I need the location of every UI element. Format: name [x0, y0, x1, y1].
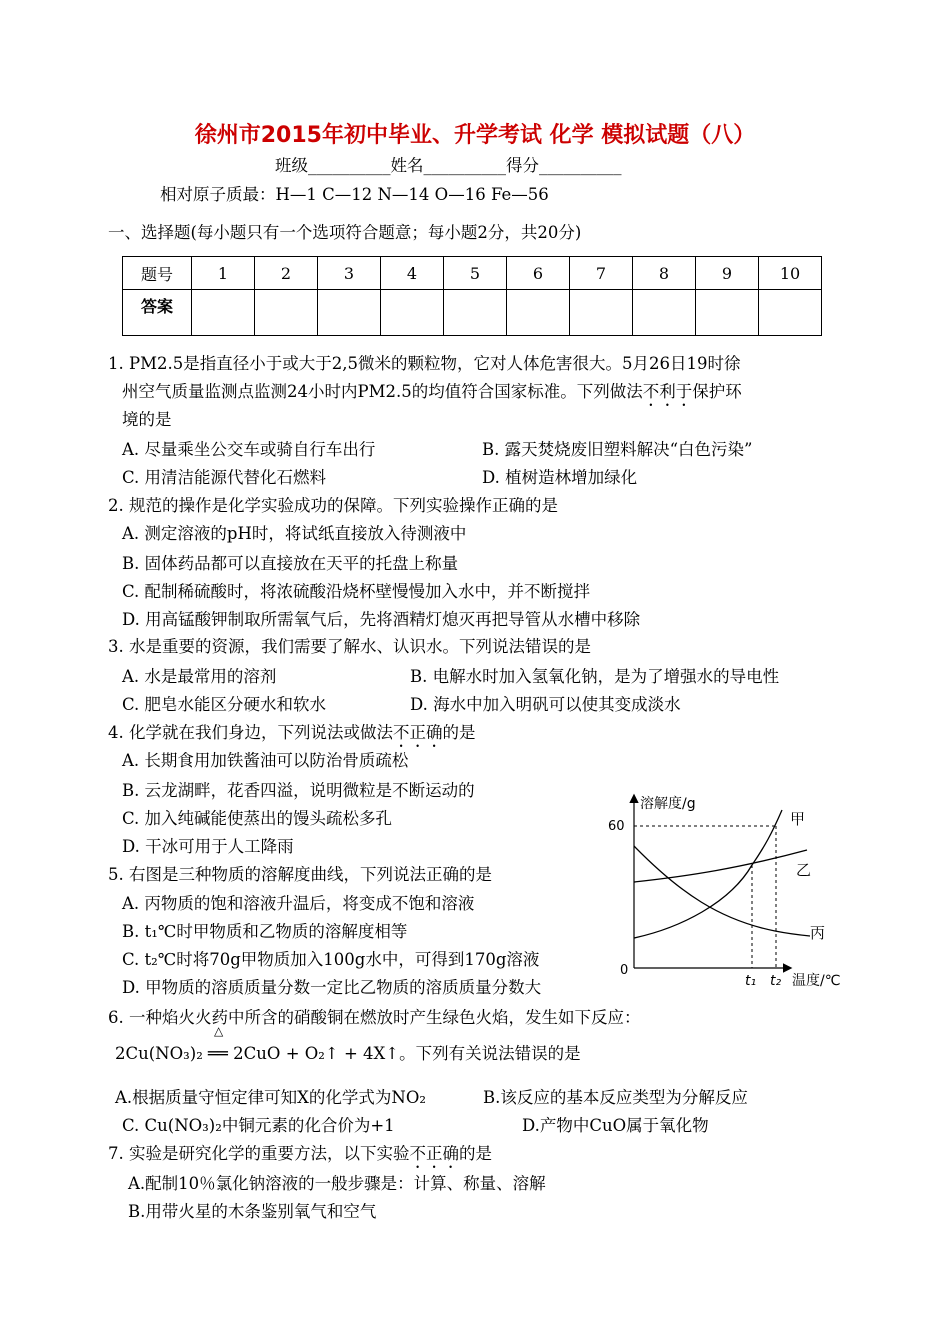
question-number-cell: 3 [318, 257, 381, 290]
q4-option-a: A. 长期食用加铁酱油可以防治骨质疏松 [122, 751, 409, 770]
q3-option-b: B. 电解水时加入氢氧化钠，是为了增强水的导电性 [410, 667, 780, 686]
curve-yi [634, 850, 807, 882]
q7-stem: 7. 实验是研究化学的重要方法，以下实验不正确的是 [108, 1144, 492, 1163]
answer-cell[interactable] [570, 290, 633, 336]
q1-option-c: C. 用清洁能源代替化石燃料 [122, 468, 327, 487]
answer-cell[interactable] [192, 290, 255, 336]
q6-equation: 2Cu(NO₃)₂ ══ 2CuO + O₂↑ + 4X↑。下列有关说法错误的是 [115, 1044, 581, 1063]
q3-option-d: D. 海水中加入明矾可以使其变成淡水 [410, 695, 681, 714]
question-number-cell: 5 [444, 257, 507, 290]
question-number-cell: 10 [759, 257, 822, 290]
emphasis-text: 不利于 [642, 382, 693, 401]
table-header-cell: 题号 [123, 257, 192, 290]
page-title: 徐州市2015年初中毕业、升学考试 化学 模拟试题（八） [194, 123, 756, 148]
answer-cell[interactable] [507, 290, 570, 336]
q2-option-a: A. 测定溶液的pH时，将试纸直接放入待测液中 [122, 524, 467, 543]
x-axis-label: 温度/℃ [792, 973, 841, 989]
question-number-cell: 4 [381, 257, 444, 290]
q4-option-c: C. 加入纯碱能使蒸出的馒头疏松多孔 [122, 809, 393, 828]
q5-stem: 5. 右图是三种物质的溶解度曲线，下列说法正确的是 [108, 865, 492, 884]
emphasis-text: 不正确 [409, 1144, 459, 1163]
origin-label: 0 [620, 963, 629, 978]
heat-symbol: △ [214, 1024, 224, 1038]
answer-table [122, 256, 822, 336]
q6-stem: 6. 一种焰火火药中所含的硝酸铜在燃放时产生绿色火焰，发生如下反应： [108, 1008, 641, 1027]
x-tick-t1: t₁ [745, 973, 757, 989]
q3-option-c: C. 肥皂水能区分硬水和软水 [122, 695, 327, 714]
q1-stem-line1: 1. PM2.5是指直径小于或大于2,5微米的颗粒物，它对人体危害很大。5月26日19时徐 [108, 354, 741, 373]
student-info-line: 班级__________姓名__________得分__________ [275, 156, 622, 175]
q5-option-c: C. t₂℃时将70g甲物质加入100g水中，可得到170g溶液 [122, 950, 540, 969]
question-number-cell: 1 [192, 257, 255, 290]
q1-stem-line2: 州空气质量监测点监测24小时内PM2.5的均值符合国家标准。下列做法不利于保护环 [122, 382, 742, 401]
q6-option-b: B.该反应的基本反应类型为分解反应 [483, 1088, 748, 1107]
atomic-mass-line: 相对原子质最：H—1 C—12 N—14 O—16 Fe—56 [160, 185, 549, 204]
answer-cell[interactable] [444, 290, 507, 336]
emphasis-text: 不正确 [393, 723, 443, 742]
answer-cell[interactable] [696, 290, 759, 336]
q2-option-b: B. 固体药品都可以直接放在天平的托盘上称量 [122, 554, 459, 573]
q7-option-a: A.配制10％氯化钠溶液的一般步骤是：计算、称量、溶解 [128, 1174, 546, 1193]
question-number-cell: 8 [633, 257, 696, 290]
series-label-yi: 乙 [796, 861, 812, 879]
q1-option-a: A. 尽量乘坐公交车或骑自行车出行 [122, 440, 376, 459]
question-number-cell: 9 [696, 257, 759, 290]
section-heading: 一、选择题(每小题只有一个选项符合题意；每小题2分，共20分) [108, 223, 582, 242]
q3-stem: 3. 水是重要的资源，我们需要了解水、认识水。下列说法错误的是 [108, 637, 591, 656]
series-label-bing: 丙 [810, 924, 826, 942]
q5-option-d: D. 甲物质的溶质质量分数一定比乙物质的溶质质量分数大 [122, 978, 542, 997]
q6-option-a: A.根据质量守恒定律可知X的化学式为NO₂ [115, 1088, 426, 1107]
curve-bing [634, 846, 810, 936]
answer-cell[interactable] [318, 290, 381, 336]
q3-option-a: A. 水是最常用的溶剂 [122, 667, 277, 686]
q6-option-c: C. Cu(NO₃)₂中铜元素的化合价为+1 [122, 1116, 395, 1135]
question-number-cell: 2 [255, 257, 318, 290]
q1-option-d: D. 植树造林增加绿化 [482, 468, 638, 487]
answer-label-cell: 答案 [123, 290, 192, 336]
q5-option-b: B. t₁℃时甲物质和乙物质的溶解度相等 [122, 922, 408, 941]
answer-cell[interactable] [381, 290, 444, 336]
solubility-chart [600, 788, 870, 993]
question-number-cell: 7 [570, 257, 633, 290]
table-row [123, 257, 822, 290]
q2-option-d: D. 用高锰酸钾制取所需氧气后，先将酒精灯熄灭再把导管从水槽中移除 [122, 610, 641, 629]
table-row [123, 290, 822, 336]
answer-cell[interactable] [633, 290, 696, 336]
y-axis-label: 溶解度/g [640, 796, 696, 812]
answer-cell[interactable] [255, 290, 318, 336]
q1-option-b: B. 露天焚烧废旧塑料解决“白色污染” [482, 440, 753, 459]
q2-option-c: C. 配制稀硫酸时，将浓硫酸沿烧杯壁慢慢加入水中，并不断搅拌 [122, 582, 591, 601]
q1-stem-line3: 境的是 [122, 410, 172, 429]
q5-option-a: A. 丙物质的饱和溶液升温后，将变成不饱和溶液 [122, 894, 475, 913]
series-label-jia: 甲 [790, 810, 806, 828]
q7-option-b: B.用带火星的木条鉴别氧气和空气 [128, 1202, 377, 1221]
q2-stem: 2. 规范的操作是化学实验成功的保障。下列实验操作正确的是 [108, 496, 558, 515]
q6-option-d: D.产物中CuO属于氧化物 [522, 1116, 709, 1135]
question-number-cell: 6 [507, 257, 570, 290]
q4-stem: 4. 化学就在我们身边，下列说法或做法不正确的是 [108, 723, 476, 742]
q4-option-d: D. 干冰可用于人工降雨 [122, 837, 294, 856]
q4-option-b: B. 云龙湖畔，花香四溢，说明微粒是不断运动的 [122, 781, 475, 800]
answer-cell[interactable] [759, 290, 822, 336]
y-tick-label: 60 [608, 819, 625, 834]
curve-jia [634, 810, 782, 938]
x-tick-t2: t₂ [770, 973, 782, 989]
